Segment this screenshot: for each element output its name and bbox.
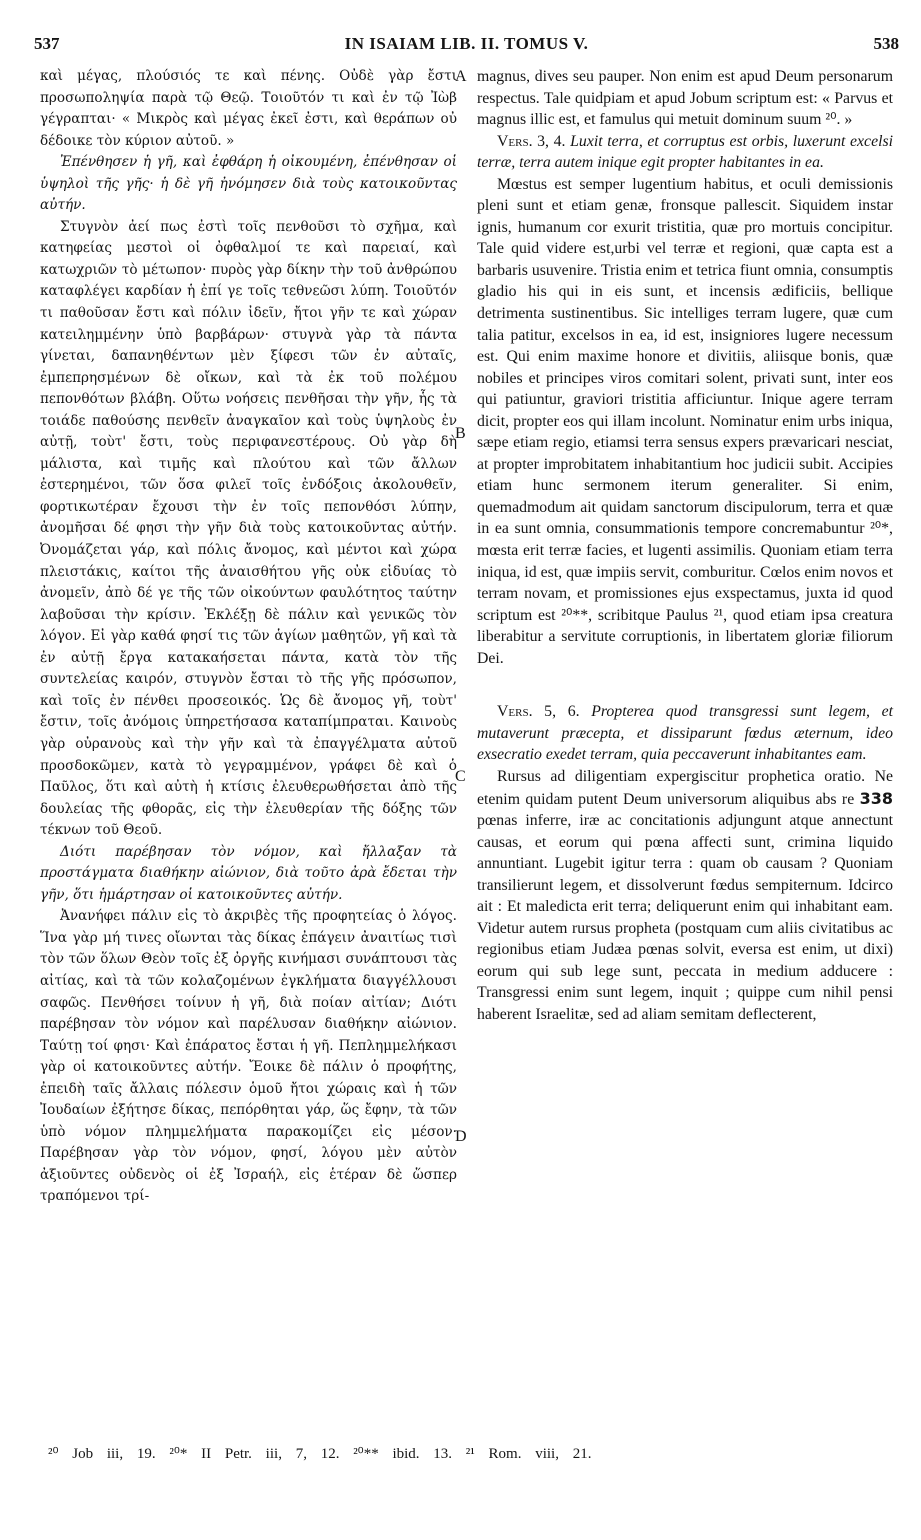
- latin-verse-3-4-text: Luxit terra, et corruptus est orbis, luxerunt excelsi terræ, terra autem inique egit propter habitantes in ea.: [477, 132, 894, 172]
- latin-paragraph-1: magnus, dives seu pauper. Non enim est apud Deum personarum respectus. Tale quidpiam et apud Jobum scriptum est: « Parvus et magnus illic est, et famulus qui metuit dominum suum ²⁰. »: [477, 68, 893, 129]
- latin-verse-3-4: [477, 131, 893, 174]
- margin-marker-a: A: [455, 68, 467, 85]
- latin-commentary-2: [477, 766, 893, 1026]
- running-title: IN ISAIAM LIB. II. TOMUS V.: [344, 34, 589, 53]
- latin-verse-5-6-text: Propterea quod transgressi sunt legem, et mutaverunt præcepta, et dissiparunt fœdus æternum, ideo exsecratio exedet terram, quia peccaverunt inhabitantes eam.: [477, 703, 893, 764]
- margin-marker-d: D: [455, 1128, 467, 1145]
- column-gap: [477, 669, 893, 701]
- inline-page-number: 338: [859, 788, 893, 808]
- margin-marker-c: C: [455, 768, 466, 785]
- latin-column: [477, 66, 893, 1026]
- page-number-right: 538: [873, 34, 899, 53]
- greek-commentary-2: Ἀνανήφει πάλιν εἰς τὸ ἀκριβὲς τῆς προφητείας ὁ λόγος. Ἵνα γὰρ μή τινες οἴωνται τὰς δίκας ἐπάγειν ἀναιτίως τισὶ τὸν τῶν ὅλων Θεὸν τοῖς ἐξ ὀργῆς κινήμασι συνάπτουσι τὰς αἰτίας, καὶ τὰ τῶν κολαζομένων ἐγκλήματα διαγγέλλουσι σαφῶς. Πενθήσει τοίνυν ἡ γῆ, διὰ ποίαν αἰτίαν; Διότι παρέβησαν τὸν νόμον καὶ παρέλυσαν διαθήκην αἰώνιον. Ταύτῃ τοί φησι· Καὶ ἐπάρατος ἔσται ἡ γῆ. Πεπλημμελήκασι γὰρ οἱ κατοικοῦντες αὐτήν. Ἔοικε δὲ πάλιν ὁ προφήτης, ἐπειδὴ ταῖς ἄλλαις πόλεσιν ὁμοῦ ἤτοι χώραις καὶ ἡ τῶν Ἰουδαίων ἐξήτησε δίκας, πεπόρθηται γάρ, ὥς ἔφην, τὰ τῶν ὑπὸ νόμον πλημμελήματα παρακομίζει εἰς μέσον· Παρέβησαν γὰρ τὸν νόμον, φησί, λόγου μὲν αὐτὸν ἀξιοῦντες οὐδενὸς οἱ ἐξ Ἰσραήλ, εἰς ἑτέραν δὲ ὥσπερ τραπόμενοι τρί-: [40, 908, 457, 1205]
- latin-commentary-2b: pœnas inferre, iræ ac concitationis adjungunt atque annectunt causas, et eorum qui pœna affecti sunt, crimina liquido annuntiant. Lugebit igitur terra : quam ob causam ? Quoniam transilierunt legem, et dissolverunt fœdus sempiternum. Idcirco ait : Et maledicta erit terra; deliquerunt enim qui inhabitant eam. Videtur autem rursus propheta (postquam cum aliis civitatibus ac regionibus etiam Judæa pœnas solvit, eversa est enim, ut dixi) eorum qui sub lege sunt, peccata in medium adducere : Transgressi enim sunt legem, inquit ; quippe cum nihil pensi haberent Israelitæ, sed ad aliam semitam deflecterent,: [477, 812, 893, 1023]
- footnotes: ²⁰ Job iii, 19. ²⁰* II Petr. iii, 7, 12. ²⁰** ibid. 13. ²¹ Rom. viii, 21.: [48, 1446, 592, 1462]
- greek-verse-5-6: Διότι παρέβησαν τὸν νόμον, καὶ ἤλλαξαν τὰ προστάγματα διαθήκην αἰώνιον, διὰ τοῦτο ἀρὰ ἔδεται τὴν γῆν, ὅτι ἡμάρτησαν οἱ κατοικοῦντες αὐτήν.: [40, 843, 457, 903]
- margin-marker-b: B: [455, 425, 466, 442]
- running-header: [34, 34, 899, 56]
- greek-verse-3-4: Ἐπένθησεν ἡ γῆ, καὶ ἐφθάρη ἡ οἰκουμένη, ἐπένθησαν οἱ ὑψηλοὶ τῆς γῆς· ἡ δὲ γῆ ἠνόμησεν διὰ τοὺς κατοικοῦντας αὐτήν.: [40, 154, 457, 214]
- greek-column: [40, 66, 457, 1208]
- verse-label-5-6: Vers. 5, 6.: [497, 703, 580, 721]
- latin-verse-5-6: [477, 701, 893, 766]
- latin-commentary-2a: Rursus ad diligentiam expergiscitur prophetica oratio. Ne etenim quidam putent Deum universorum aliquibus abs re: [477, 767, 893, 808]
- page-number-left: 537: [34, 34, 60, 53]
- greek-paragraph-1: καὶ μέγας, πλούσιός τε καὶ πένης. Οὐδὲ γὰρ ἔστι προσωποληψία παρὰ τῷ Θεῷ. Τοιοῦτόν τι καὶ ἐν τῷ Ἰὼβ γέγραπται· « Μικρὸς καὶ μέγας ἐκεῖ ἐστι, καὶ θεράπων οὐ δέδοικε τὸν κύριον αὐτοῦ. »: [40, 68, 457, 149]
- greek-commentary-1: Στυγνὸν ἀεί πως ἐστὶ τοῖς πενθοῦσι τὸ σχῆμα, καὶ κατηφείας μεστοὶ οἱ ὀφθαλμοί τε καὶ παρειαί, καὶ κατωχριῶν τὸ μέτωπον· πυρὸς γὰρ δίκην τὴν τοῦ ἀνθρώπου καταφλέγει καρδίαν ἡ ἐπί γε τοῖς τεθνεῶσι λύπη. Τοιοῦτόν τι παθοῦσαν ἔστι καὶ πόλιν ἰδεῖν, ἤτοι γῆν τε καὶ χώραν κατειλημμένην ὑπὸ βαρβάρων· στυγνὰ γὰρ τὰ πάντα γίνεται, δαπανηθέντων μὲν ξίφεσι τῶν ἐν αὐταῖς, ἐμπεπρησμένων δὲ οἴκων, καὶ τὰ ἐκ τοῦ πολέμου πεπονθότων βλάβη. Οὕτω νοήσεις πενθῆσαι τὴν γῆν, ἧς τὰ τοιάδε παθούσης πενθεῖν ἀναγκαῖον καὶ τοὺς ὑψηλοὺς ἐν αὐτῇ, τοὺτ' ἔστι, τοὺς περιφανεστέρους. Οὐ γὰρ δὴ μάλιστα, καὶ τιμῆς καὶ πλούτου καὶ τῶν ἄλλων ἐστερημένοι, τῶν ὅσα φιλεῖ τοῖς ἐνδόξοις ἀκολουθεῖν, φορτικωτέραν ἔχουσι τὴν ἐν τοῖς πεπονθόσι λύπην, ἀνομῆσαι δέ φησι τὴν γῆν διὰ τοὺς κατοικοῦντας αὐτήν. Ὀνομάζεται γάρ, καὶ πόλις ἄνομος, καὶ μέντοι καὶ χώρα πλειστάκις, καίτοι τῆς ἀναισθήτου γῆς οὐκ εἰδυίας τὸ ἀνομεῖν, ἀπὸ δέ γε τῆς τῶν οἰκούντων φαυλότητος ταύτην λαβοῦσαι τὴν κρίσιν. Ἐκλέξῃ δὲ πάλιν καὶ γενικῶς τὸν λόγον. Εἰ γὰρ καθά φησί τις τῶν ἁγίων μαθητῶν, γῆ καὶ τὰ ἐν αὐτῇ ἔργα κατακαήσεται πάντα, κατὰ τὸν τῆς συντελείας καιρόν, στυγνὸν ἔσται τὸ τῆς γῆς πρόσωπον, καὶ τοῖς ἐν πένθει προσεοικός. Ὡς δὲ ἄνομος γῆ, τοὺτ' ἔστιν, τοῖς ἀνόμοις ὑπηρετήσασα καταπίμπραται. Καινοὺς γὰρ οὐρανοὺς καὶ τὴν γῆν καὶ τὰ ἐπαγγέλματα αὐτοῦ προσδοκῶμεν, κατὰ τὸ γεγραμμένον, γράφει δὲ καὶ ὁ Παῦλος, ὅτι καὶ αὐτὴ ἡ κτίσις ἐλευθερωθήσεται ἀπὸ τῆς δουλείας τῆς φθορᾶς, εἰς τὴν ἐλευθερίαν τῆς δόξης τῶν τέκνων τοῦ Θεοῦ.: [40, 218, 457, 839]
- verse-label-3-4: Vers. 3, 4.: [497, 132, 566, 150]
- latin-commentary-1: Mœstus est semper lugentium habitus, et oculi demissionis pleni sunt et etiam genæ, fronsque pallescit. Siquidem instar ignis, humanum cor exurit tristitia, quæ pro mortuis concipitur. Tale quid videre est,urbi vel terræ et regioni, quæ capta est a barbaris usuvenire. Tristia enim et tetrica fiunt omnia, consumptis gladio his qui in eis sunt, et incensis ædificiis, bellique detrimenta sustinentibus. Sic intelliges terram lugere, quæ cum talia patitur, excelsos in ea, id est, insigniores lugere necessum est. Qui enim maxime honore et divitiis, aliisque bonis, quæ nobiles et principes viros comitari solent, privati sunt, inter eos qui patiuntur, graviori tristitia afficiuntur. Inique agere terram dicit, propter eos qui illam incolunt. Nominatur enim urbs iniqua, sæpe etiam regio, etiamsi terra sensus expers prævaricari nesciat, at propter improbitatem inhabitantium hoc judicii subit. Accipies etiam hunc sermonem iterum generaliter. Si enim, quemadmodum ait quidam sanctorum discipulorum, terra et quæ in ea sunt omnia, consummationis tempore concremabuntur ²⁰*, mœsta erit terræ facies, et lugenti assimilis. Quoniam etiam terra iniqua, id est, quæ impiis servit, comburitur. Cœlos enim novos et terram novam, et promissiones ejus exspectamus, juxta id quod scriptum est ²⁰**, scribitque Paulus ²¹, quod etiam ipsa creatura liberabitur a servitute corruptionis, in libertatem gloriæ filiorum Dei.: [477, 175, 893, 667]
